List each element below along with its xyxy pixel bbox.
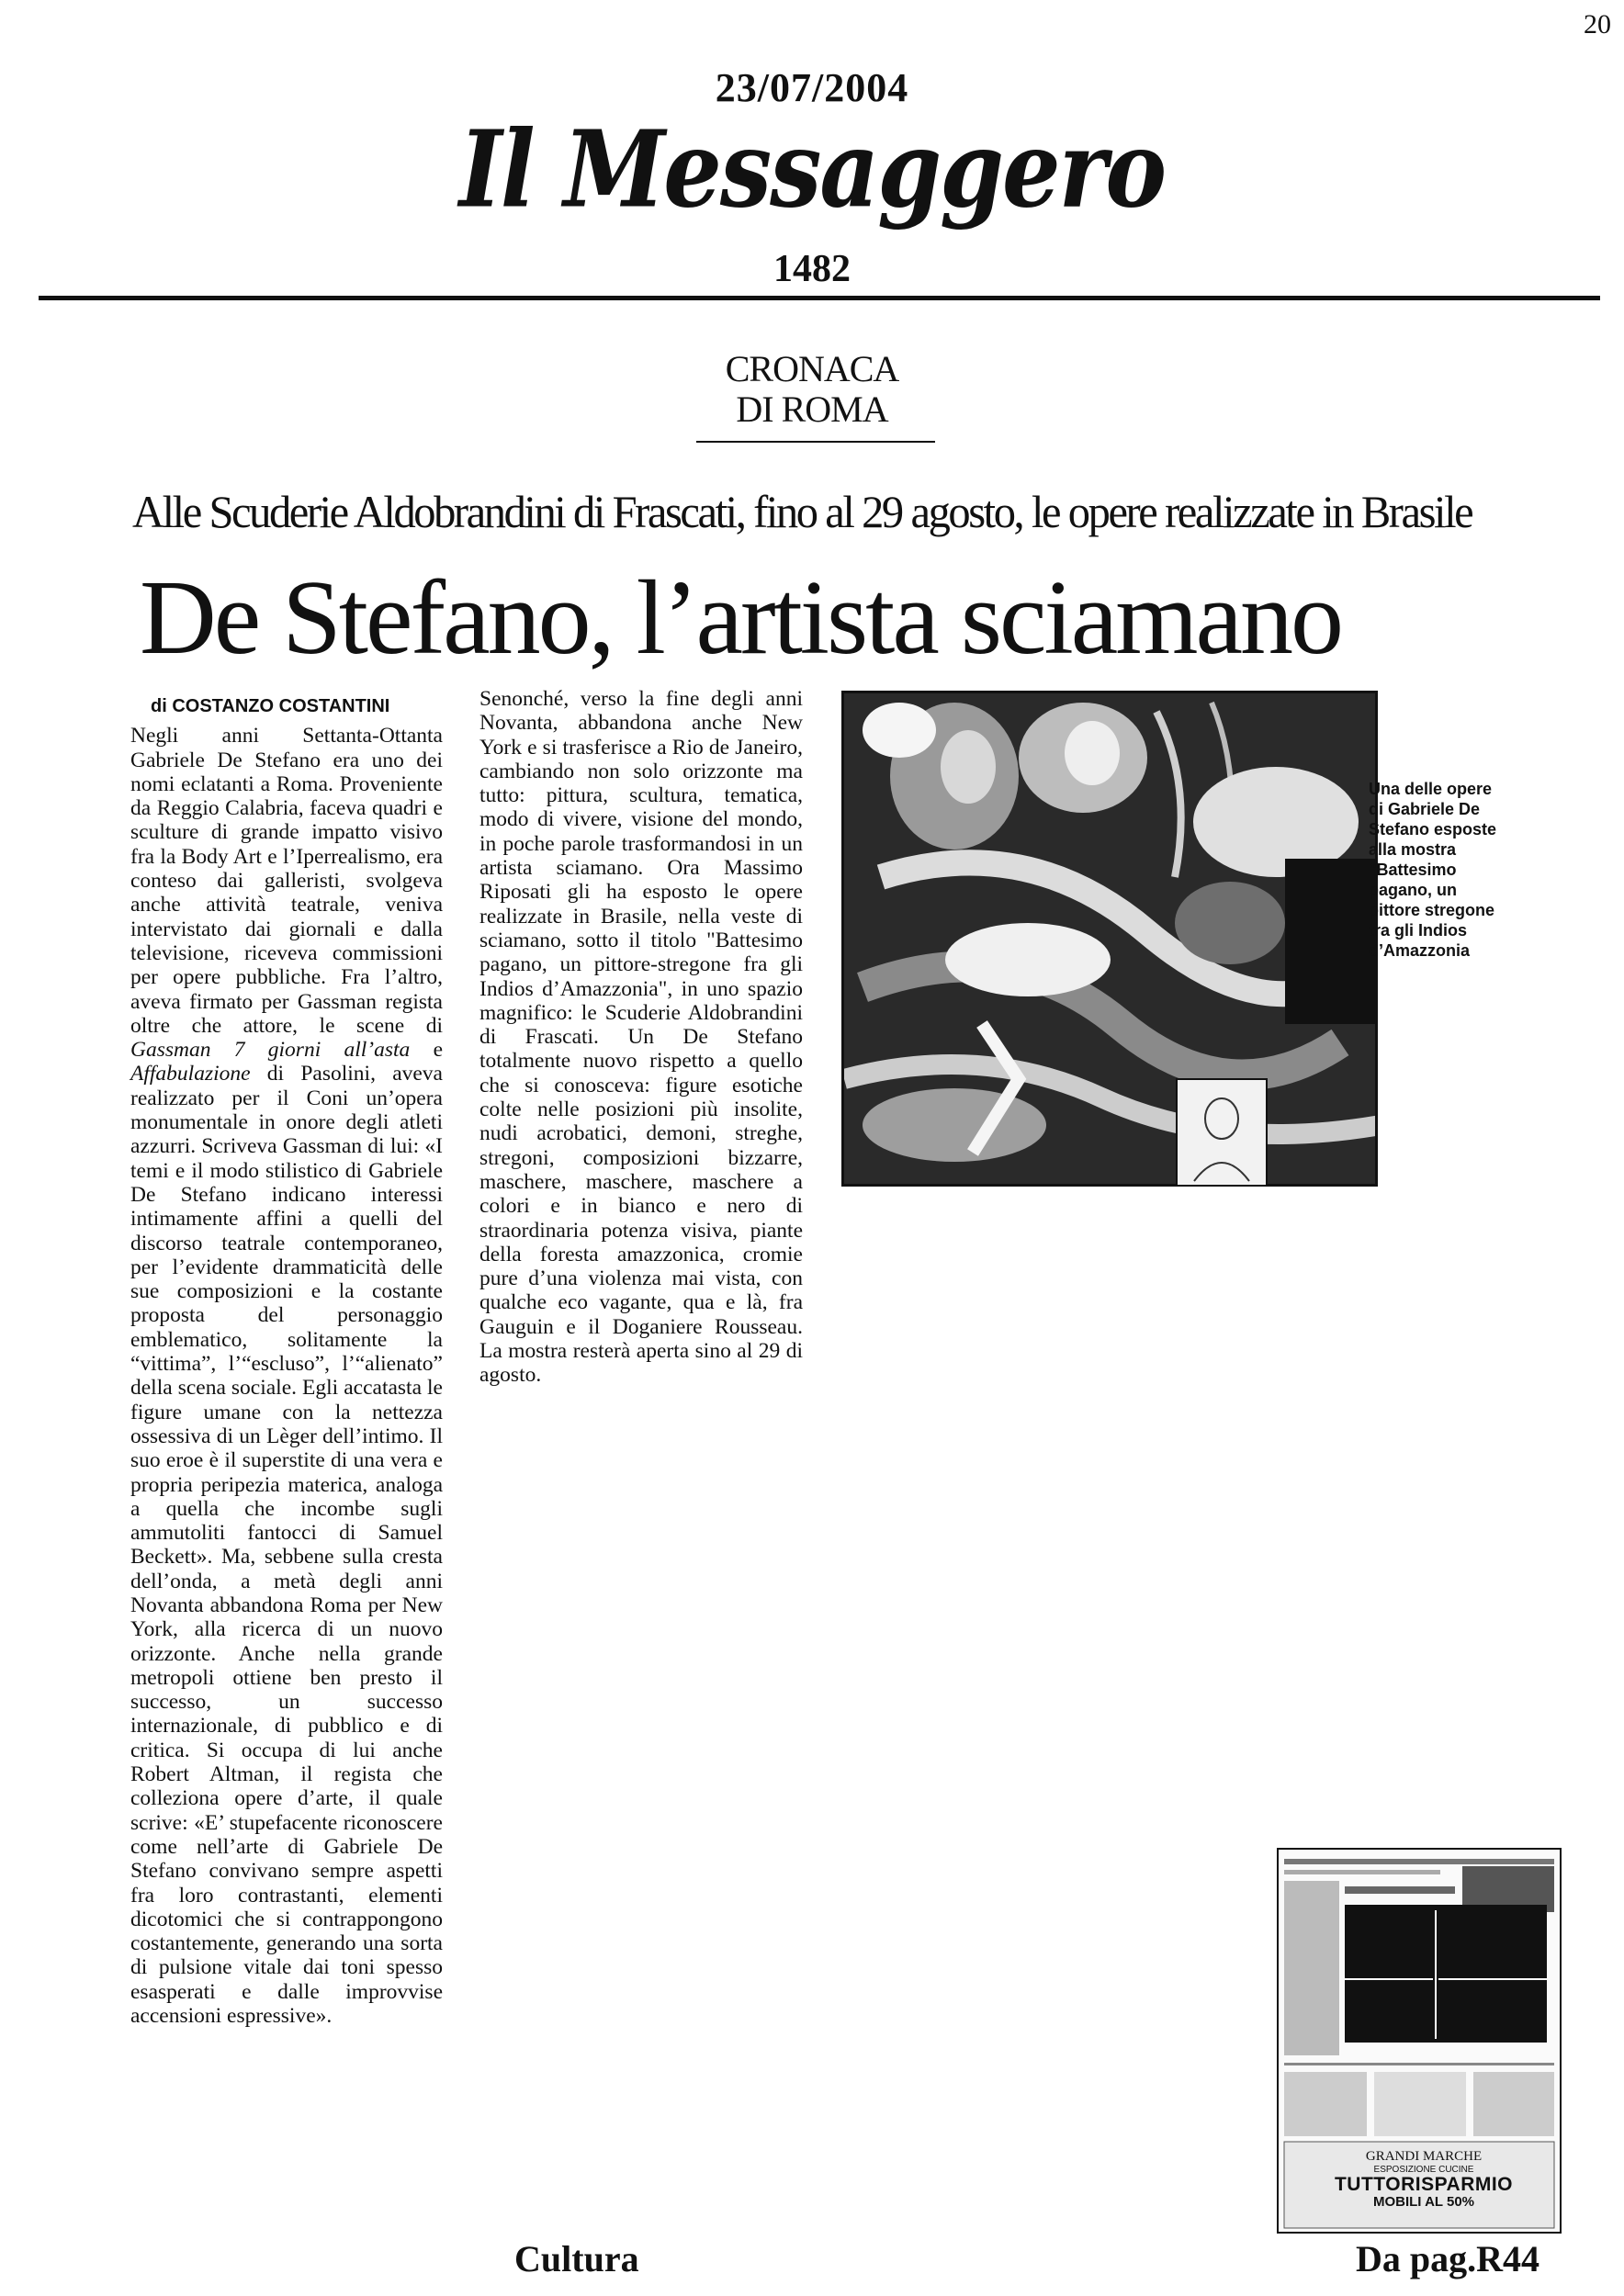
footer-section-label: Cultura [514, 2238, 639, 2279]
photo-caption: Una delle opere di Gabriele De Stefano esposte alla mostra "Battesimo pagano, un pittore stregone tra gli Indios d’Amazzonia [1369, 780, 1497, 960]
section-line-2: DI ROMA [736, 388, 888, 430]
masthead-date: 23/07/2004 [715, 65, 909, 110]
article-title-italic: Gassman 7 giorni all’asta [130, 1038, 411, 1063]
portrait-icon [1178, 1080, 1266, 1185]
page-thumbnail [1277, 1848, 1562, 2234]
article-column-2 [479, 687, 803, 1388]
artwork-inset-portrait [1176, 1078, 1268, 1187]
article-text: Negli anni Settanta-Ottanta Gabriele De Stefano era uno dei nomi eclatanti a Roma. Proveniente da Reggio Calabria, faceva quadri e sculture di grande impatto visivo fra la Body Art e l’Iperrealismo, era conteso dai galleristi, svolgeva anche attività teatrale, veniva intervistato dai giornali e dalla televisione, riceveva commissioni per opere pubbliche. Fra l’altro, aveva firmato per Gassman regista oltre che attore, le scene di [130, 724, 443, 1038]
masthead-issue-number: 1482 [773, 248, 851, 290]
top-rule [39, 296, 1600, 300]
article-kicker: Alle Scuderie Aldobrandini di Frascati, fino al 29 agosto, le opere realizzate in Brasile [132, 486, 1472, 537]
article-paragraph [130, 724, 443, 2028]
article-text: di Pasolini, aveva realizzato per il Coni un’opera monumentale in onore degli atleti azzurri. Scriveva Gassman di lui: «I temi e il modo stilistico di Gabriele De Stefano indicano interessi intimamente affini a quelli del discorso teatrale contemporaneo, per l’evidente drammaticità delle sue composizioni e la costante proposta del personaggio emblematico, solitamente la “vittima”, l’“escluso”, l’“alienato” della scena sociale. Egli accatasta le figure umane con la nettezza ossessiva di un Lèger dell’intimo. Il suo eroe è il superstite di una vera e propria peripezia materica, analoga a quella che incombe sugli ammutoliti fantocci di Samuel Beckett». Ma, sebbene sulla cresta dell’onda, a metà degli anni Novanta abbandona Roma per New York, alla ricerca di un nuovo orizzonte. Anche nella grande metropoli ottiene ben presto il successo, un successo internazionale, di pubblico e di critica. Si occupa di lui anche Robert Altman, il regista che colleziona opere d’arte, il quale scrive: «E’ stupefacente riconoscere come nell’arte di Gabriele De Stefano convivano sempre aspetti fra loro contrastanti, elementi dicotomici che si contrappongono costantemente, generando una sorta di pulsione vitale dai toni spesso esasperati e dalle improvvise accensioni espressive». [130, 1062, 443, 2029]
article-byline: di COSTANZO COSTANTINI [151, 696, 390, 716]
article-paragraph: Senonché, verso la fine degli anni Novanta, abbandona anche New York e si trasferisce a Rio de Janeiro, cambiando non solo orizzonte ma tutto: pittura, scultura, tematica, modo di vivere, visione del mondo, in poche parole trasformandosi in un artista sciamano. Ora Massimo Riposati gli ha esposto le opere realizzate in Brasile, nella veste di sciamano, sotto il titolo "Battesimo pagano, un pittore-stregone fra gli Indios d’Amazzonia", in uno spazio magnifico: le Scuderie Aldobrandini di Frascati. Un De Stefano totalmente nuovo rispetto a quello che si conosceva: figure esotiche colte nelle posizioni più insolite, nudi acrobatici, demoni, streghe, stregoni, composizioni bizzarre, maschere, maschere, maschere a colori e in bianco e nero di straordinaria potenza visiva, piante della foresta amazzonica, cromie pure d’una violenza mai vista, con qualche eco vagante, qua e là, fra Gauguin e il Doganiere Rousseau. La mostra resterà aperta sino al 29 di agosto. [479, 687, 803, 1388]
page-number: 20 [1584, 9, 1611, 39]
article-title-italic: Affabulazione [130, 1062, 251, 1086]
masthead [0, 64, 1624, 291]
artwork-photo [841, 691, 1378, 1187]
thumbnail-ad-line-2: ESPOSIZIONE CUCINE [1373, 2165, 1474, 2175]
thumbnail-ad-line-1: GRANDI MARCHE [1365, 2149, 1483, 2164]
article-column-1 [130, 694, 443, 2028]
section-label [0, 349, 1624, 430]
thumbnail-ad-line-3: TUTTORISPARMIO [1334, 2174, 1514, 2195]
footer-source-page: Da pag.R44 [1356, 2238, 1540, 2279]
article-text: e [410, 1038, 443, 1063]
thumbnail-ad-line-4: MOBILI AL 50% [1372, 2194, 1475, 2210]
artwork-image [844, 693, 1378, 1187]
newspaper-logo [0, 107, 1624, 231]
section-line-1: CRONACA [725, 348, 899, 389]
section-underline [696, 441, 935, 443]
newspaper-logo-text: Il Messaggero [458, 107, 1166, 231]
thumbnail-ad [1315, 2149, 1532, 2210]
article-headline: De Stefano, l’artista sciamano [140, 559, 1341, 677]
